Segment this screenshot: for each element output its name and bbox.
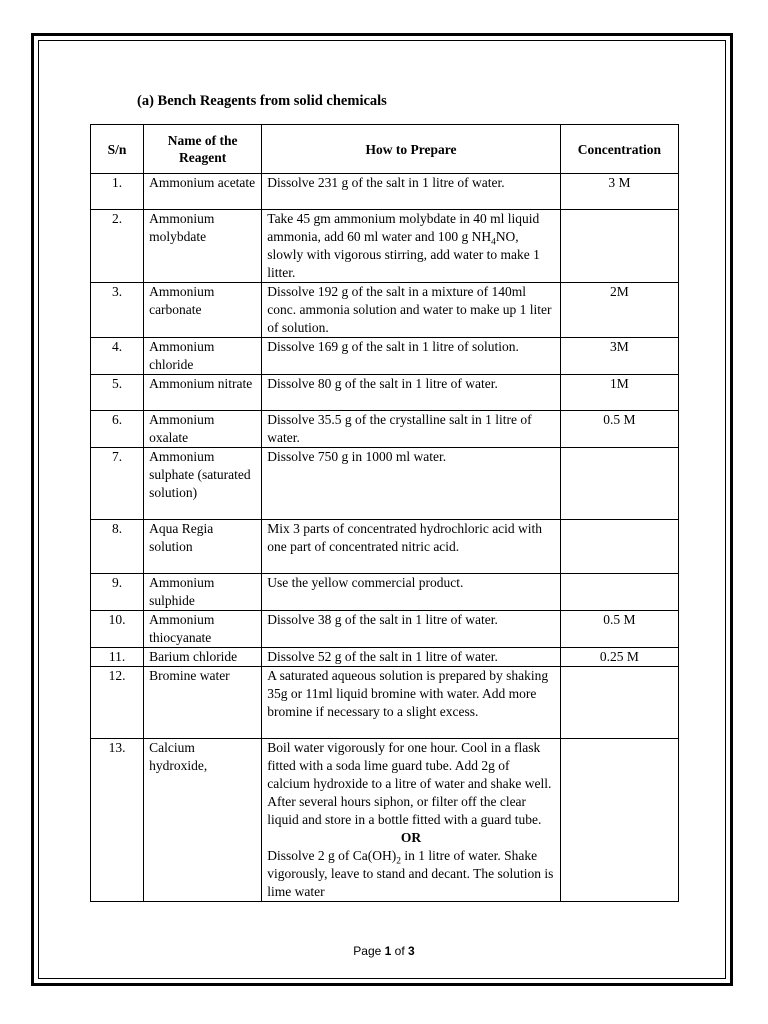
table-row — [91, 574, 679, 611]
row-sn: 6. — [91, 411, 144, 448]
row-reagent-name: Ammonium nitrate — [144, 375, 262, 411]
row-reagent-name: Bromine water — [144, 667, 262, 739]
row-sn: 2. — [91, 210, 144, 283]
how-text-part: Boil water vigorously for one hour. Cool in a flask fitted with a soda lime guard tube. Add 2g of calcium hydroxide to a litre of water and shake well. After several hours siphon, or filter off the clear liquid and store in a bottle fitted with a guard tube. — [267, 740, 552, 827]
row-reagent-name: Barium chloride — [144, 648, 262, 667]
row-reagent-name: Ammonium acetate — [144, 174, 262, 210]
page-footer — [0, 944, 768, 958]
header-name-line1: Name of the — [167, 133, 238, 148]
row-how-to-prepare: Dissolve 231 g of the salt in 1 litre of water. — [262, 174, 561, 210]
row-how-to-prepare: Mix 3 parts of concentrated hydrochloric acid with one part of concentrated nitric acid. — [262, 520, 561, 574]
row-how-to-prepare — [262, 739, 561, 902]
header-name-line2: Reagent — [179, 150, 227, 165]
how-text-part: Dissolve 2 g of Ca(OH) — [267, 848, 397, 863]
row-how-to-prepare: Dissolve 52 g of the salt in 1 litre of water. — [262, 648, 561, 667]
header-how: How to Prepare — [262, 125, 561, 174]
row-concentration: 0.25 M — [560, 648, 678, 667]
table-row — [91, 611, 679, 648]
row-concentration — [560, 667, 678, 739]
row-concentration — [560, 210, 678, 283]
table-row — [91, 174, 679, 210]
row-sn: 7. — [91, 448, 144, 520]
row-concentration: 0.5 M — [560, 611, 678, 648]
row-sn: 1. — [91, 174, 144, 210]
subscript: 2 — [396, 856, 401, 867]
row-sn: 8. — [91, 520, 144, 574]
row-reagent-name: Ammonium thiocyanate — [144, 611, 262, 648]
table-row — [91, 283, 679, 338]
row-reagent-name: Calcium hydroxide, — [144, 739, 262, 902]
row-how-to-prepare: Dissolve 38 g of the salt in 1 litre of water. — [262, 611, 561, 648]
header-name — [144, 125, 262, 174]
table-row — [91, 448, 679, 520]
row-concentration — [560, 739, 678, 902]
table-row — [91, 210, 679, 283]
row-how-to-prepare: Use the yellow commercial product. — [262, 574, 561, 611]
row-how-to-prepare: Dissolve 80 g of the salt in 1 litre of water. — [262, 375, 561, 411]
page-word: Page — [353, 944, 382, 958]
row-reagent-name: Ammonium sulphide — [144, 574, 262, 611]
section-heading: (a) Bench Reagents from solid chemicals — [137, 93, 387, 109]
row-how-to-prepare: Dissolve 750 g in 1000 ml water. — [262, 448, 561, 520]
row-sn: 4. — [91, 338, 144, 375]
row-concentration: 2M — [560, 283, 678, 338]
row-concentration — [560, 448, 678, 520]
row-reagent-name: Ammonium oxalate — [144, 411, 262, 448]
row-how-to-prepare: A saturated aqueous solution is prepared by shaking 35g or 11ml liquid bromine with water. Add more bromine if necessary to a slight excess. — [262, 667, 561, 739]
row-reagent-name: Ammonium sulphate (saturated solution) — [144, 448, 262, 520]
row-how-to-prepare: Dissolve 192 g of the salt in a mixture of 140ml conc. ammonia solution and water to make up 1 liter of solution. — [262, 283, 561, 338]
table-row — [91, 667, 679, 739]
of-word: of — [394, 944, 405, 958]
row-reagent-name: Ammonium carbonate — [144, 283, 262, 338]
row-concentration: 0.5 M — [560, 411, 678, 448]
table-row — [91, 648, 679, 667]
or-separator: OR — [400, 830, 422, 845]
row-concentration: 1M — [560, 375, 678, 411]
row-sn: 10. — [91, 611, 144, 648]
reagents-table — [90, 124, 679, 902]
row-reagent-name: Ammonium molybdate — [144, 210, 262, 283]
row-sn: 3. — [91, 283, 144, 338]
row-reagent-name: Aqua Regia solution — [144, 520, 262, 574]
how-text-part: NO, slowly with vigorous stirring, add water to make 1 litter. — [267, 229, 540, 280]
how-text-part: Take 45 gm ammonium molybdate in 40 ml liquid ammonia, add 60 ml water and 100 g NH — [267, 211, 540, 244]
table-header-row — [91, 125, 679, 174]
table-row — [91, 520, 679, 574]
row-sn: 12. — [91, 667, 144, 739]
row-how-to-prepare: Dissolve 169 g of the salt in 1 litre of solution. — [262, 338, 561, 375]
row-how-to-prepare — [262, 210, 561, 283]
table-row — [91, 375, 679, 411]
table-row — [91, 411, 679, 448]
table-row — [91, 338, 679, 375]
subscript: 4 — [491, 237, 496, 248]
row-how-to-prepare: Dissolve 35.5 g of the crystalline salt in 1 litre of water. — [262, 411, 561, 448]
page-current: 1 — [384, 944, 392, 958]
row-concentration: 3M — [560, 338, 678, 375]
row-concentration: 3 M — [560, 174, 678, 210]
row-concentration — [560, 520, 678, 574]
page-total: 3 — [408, 944, 415, 958]
table-row — [91, 739, 679, 902]
how-text-part: in 1 litre of water. Shake vigorously, leave to stand and decant. The solution is lime water — [267, 848, 554, 899]
header-conc: Concentration — [560, 125, 678, 174]
header-sn: S/n — [91, 125, 144, 174]
row-sn: 9. — [91, 574, 144, 611]
row-concentration — [560, 574, 678, 611]
row-sn: 5. — [91, 375, 144, 411]
row-sn: 11. — [91, 648, 144, 667]
row-reagent-name: Ammonium chloride — [144, 338, 262, 375]
row-sn: 13. — [91, 739, 144, 902]
